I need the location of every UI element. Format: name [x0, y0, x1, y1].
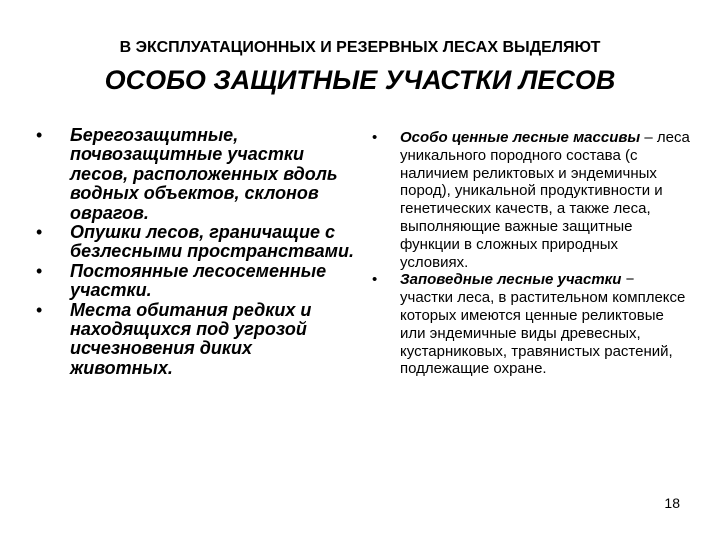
slide-title: ОСОБО ЗАЩИТНЫЕ УЧАСТКИ ЛЕСОВ: [104, 65, 616, 95]
bullet-icon: •: [372, 271, 378, 289]
bullet-icon: •: [36, 222, 43, 243]
definition-text: – леса уникального породного состава (с наличием реликтовых и эндемичных пород), уникальной продуктивности и генетических качеств, а также леса, выполняющие важные защитные функции в сложных природных условиях.: [400, 129, 690, 271]
bullet-icon: •: [36, 125, 43, 145]
list-item: [36, 301, 354, 379]
list-item-text: Постоянные лесосеменные участки.: [70, 260, 327, 301]
right-bullet-list: [372, 129, 690, 378]
list-item-text: Берегозащитные, почвозащитные участки лесов, расположенных вдоль водных объектов, склонов оврагов.: [70, 125, 338, 223]
list-item-text: Места обитания редких и находящихся под угрозой исчезновения диких животных.: [70, 299, 312, 378]
list-item-text: Опушки лесов, граничащие с безлесными пространствами.: [70, 222, 354, 262]
bullet-icon: •: [36, 299, 43, 320]
bullet-icon: •: [36, 260, 43, 281]
list-item: [372, 271, 690, 378]
page-number: 18: [664, 495, 680, 511]
list-item: [36, 262, 354, 301]
list-item: [36, 126, 354, 223]
definition-text: − участки леса, в растительном комплексе которых имеются ценные реликтовые или эндемичные виды древесных, кустарниковых, травянистых растений, подлежащие охране.: [400, 271, 686, 378]
definition-term: Особо ценные лесные массивы: [400, 129, 641, 146]
list-item: [372, 129, 690, 271]
left-bullet-list: [36, 126, 354, 378]
definition-term: Заповедные лесные участки: [400, 271, 622, 289]
slide-subtitle: В ЭКСПЛУАТАЦИОННЫХ И РЕЗЕРВНЫХ ЛЕСАХ ВЫДЕЛЯЮТ: [119, 39, 601, 56]
bullet-icon: •: [372, 129, 378, 146]
list-item: [36, 223, 354, 262]
